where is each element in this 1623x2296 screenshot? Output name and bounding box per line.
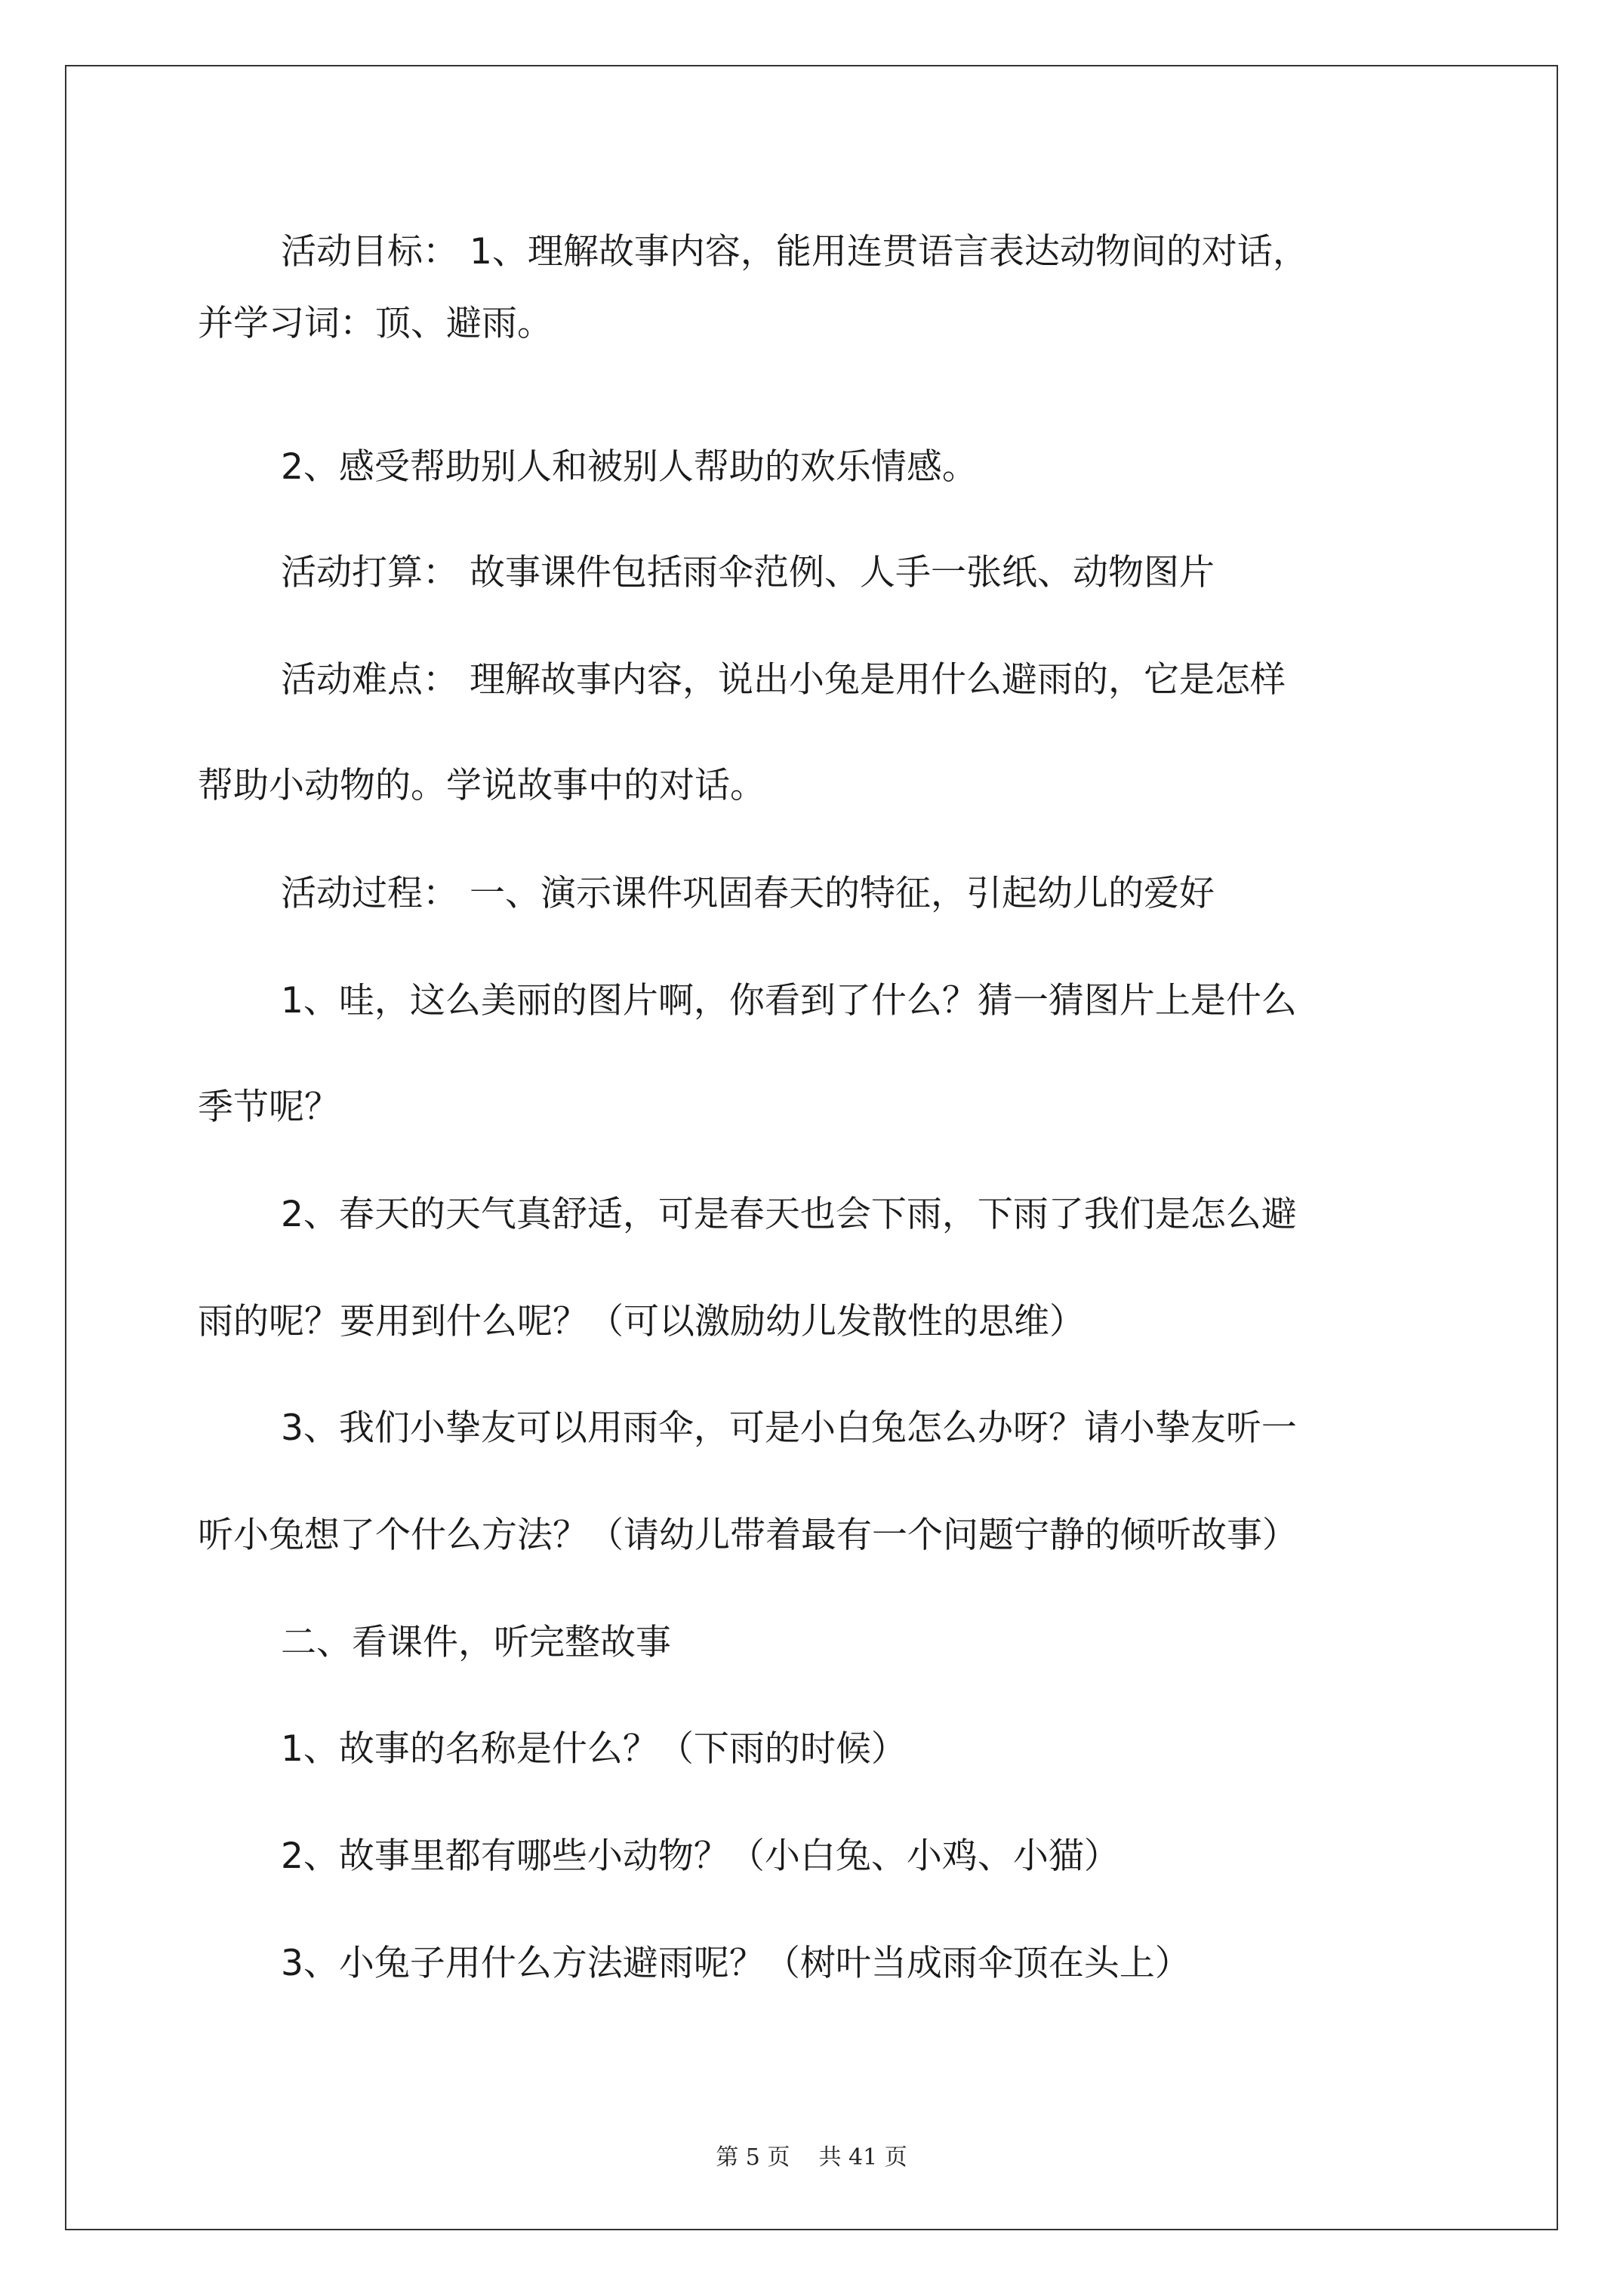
paragraph-goal-2: 2、感受帮助别人和被别人帮助的欢乐情感。	[281, 446, 978, 488]
paragraph-process-2-cont: 雨的呢？要用到什么呢？（可以激励幼儿发散性的思维）	[198, 1301, 1085, 1342]
page-number-footer: 第 5 页 共 41 页	[716, 2144, 907, 2171]
paragraph-process-1-cont: 季节呢？	[198, 1086, 340, 1128]
paragraph-difficulty: 活动难点： 理解故事内容，说出小兔是用什么避雨的，它是怎样	[281, 659, 1286, 701]
paragraph-activity-goal-cont: 并学习词：顶、避雨。	[198, 303, 553, 344]
paragraph-section-2: 二、看课件，听完整故事	[281, 1622, 671, 1663]
paragraph-process-1: 1、哇，这么美丽的图片啊，你看到了什么？猜一猜图片上是什么	[281, 980, 1297, 1022]
paragraph-question-3: 3、小兔子用什么方法避雨呢？（树叶当成雨伞顶在头上）	[281, 1943, 1190, 1984]
paragraph-process-3-cont: 听小兔想了个什么方法？（请幼儿带着最有一个问题宁静的倾听故事）	[198, 1515, 1298, 1556]
paragraph-process-3: 3、我们小挚友可以用雨伞，可是小白兔怎么办呀？请小挚友听一	[281, 1407, 1297, 1449]
paragraph-preparation: 活动打算： 故事课件包括雨伞范例、人手一张纸、动物图片	[281, 552, 1215, 593]
paragraph-process-2: 2、春天的天气真舒适，可是春天也会下雨，下雨了我们是怎么避	[281, 1194, 1297, 1235]
paragraph-activity-goal: 活动目标： 1、理解故事内容，能用连贯语言表达动物间的对话，	[281, 231, 1308, 273]
paragraph-question-1: 1、故事的名称是什么？（下雨的时候）	[281, 1728, 907, 1770]
page-frame	[65, 65, 1558, 2230]
paragraph-process: 活动过程： 一、演示课件巩固春天的特征，引起幼儿的爱好	[281, 873, 1215, 914]
paragraph-difficulty-cont: 帮助小动物的。学说故事中的对话。	[198, 765, 765, 806]
paragraph-question-2: 2、故事里都有哪些小动物？（小白兔、小鸡、小猫）	[281, 1835, 1119, 1877]
